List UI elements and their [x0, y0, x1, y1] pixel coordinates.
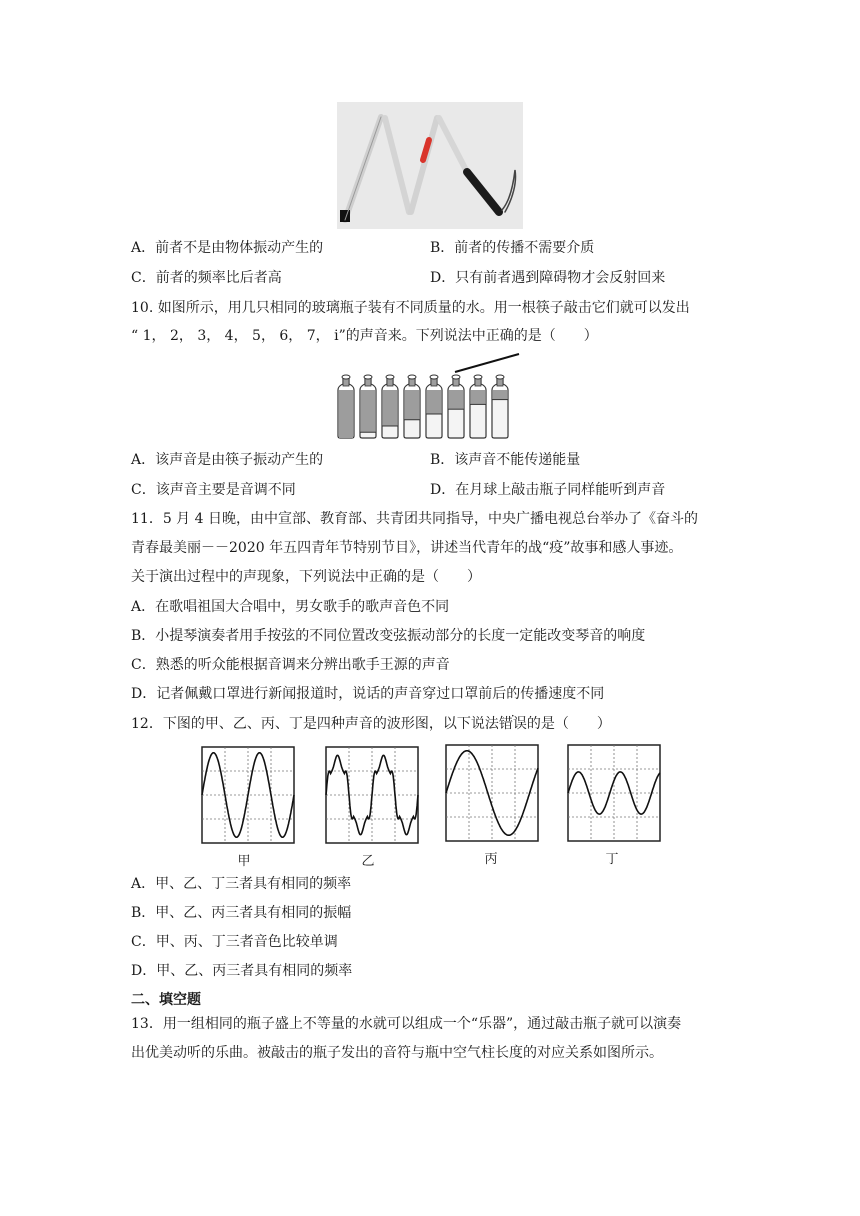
q11-option-d: D．记者佩戴口罩进行新闻报道时，说话的声音穿过口罩前后的传播速度不同: [131, 686, 605, 702]
q10-stem-line1: 10. 如图所示，用几只相同的玻璃瓶子装有不同质量的水。用一根筷子敲击它们就可以发出: [131, 300, 690, 316]
q9-option-c: C．前者的频率比后者高: [131, 270, 282, 286]
wave-label-ding: 丁: [605, 852, 619, 867]
q13-stem-line2: 出优美动听的乐曲。被敲击的瓶子发出的音符与瓶中空气柱长度的对应关系如图所示。: [131, 1045, 663, 1061]
q10-option-b: B．该声音不能传递能量: [430, 452, 581, 468]
bottle: [360, 375, 376, 438]
waveform-jia: [202, 747, 294, 843]
waveform-ding: [568, 745, 660, 841]
bottle: [470, 375, 486, 438]
wave-label-bing: 丙: [484, 852, 498, 867]
q10-option-a: A．该声音是由筷子振动产生的: [131, 452, 324, 468]
bottle: [448, 375, 464, 438]
bottles-figure: [333, 350, 523, 442]
q11-option-a: A．在歌唱祖国大合唱中，男女歌手的歌声音色不同: [131, 599, 450, 615]
q9-option-a: A．前者不是由物体振动产生的: [131, 240, 324, 256]
q12-stem: [131, 714, 611, 734]
q9-option-d: D．只有前者遇到障碍物才会反射回来: [430, 270, 666, 286]
q12-stem-emphasis: 错误: [498, 716, 527, 732]
q12-option-c: C．甲、丙、丁三者音色比较单调: [131, 934, 338, 950]
bottle: [492, 375, 508, 438]
waveform-yi: [326, 747, 418, 843]
q12-option-a: A．甲、乙、丁三者具有相同的频率: [131, 876, 352, 892]
bottle: [404, 375, 420, 438]
q12-stem-post: 的是（ ）: [526, 716, 611, 732]
bottle: [426, 375, 442, 438]
bottle: [338, 375, 354, 438]
q12-option-b: B．甲、乙、丙三者具有相同的振幅: [131, 905, 352, 921]
q12-stem-pre: 12．下图的甲、乙、丙、丁是四种声音的波形图，以下说法: [131, 716, 499, 732]
q12-option-d: D．甲、乙、丙三者具有相同的频率: [131, 963, 353, 979]
q11-stem-line3: 关于演出过程中的声现象，下列说法中正确的是（ ）: [131, 569, 481, 585]
q11-option-b: B．小提琴演奏者用手按弦的不同位置改变弦振动部分的长度一定能改变琴音的响度: [131, 628, 646, 644]
wave-label-jia: 甲: [237, 854, 251, 869]
waveform-bing: [446, 745, 538, 841]
waveforms-figure: [196, 742, 666, 870]
wave-label-yi: 乙: [361, 854, 375, 869]
q11-option-c: C．熟悉的听众能根据音调来分辨出歌手王源的声音: [131, 657, 450, 673]
q10-stem-line2: “ 1， 2， 3， 4， 5， 6， 7， i”的声音来。下列说法中正确的是（ ）: [131, 328, 598, 344]
chopstick: [455, 354, 519, 372]
bottle: [382, 375, 398, 438]
section-title: 二、填空题: [131, 992, 201, 1008]
white-cane-photo: [337, 102, 523, 229]
q13-stem-line1: 13．用一组相同的瓶子盛上不等量的水就可以组成一个“乐器”，通过敲击瓶子就可以演奏: [131, 1016, 682, 1032]
q11-stem-line1: 11．5 月 4 日晚，由中宣部、教育部、共青团共同指导，中央广播电视总台举办了《奋斗的: [131, 511, 698, 527]
q10-option-d: D．在月球上敲击瓶子同样能听到声音: [430, 482, 666, 498]
q10-option-c: C．该声音主要是音调不同: [131, 482, 296, 498]
q9-option-b: B．前者的传播不需要介质: [430, 240, 595, 256]
q11-stem-line2: 青春最美丽－－2020 年五四青年节特别节目》，讲述当代青年的战“疫”故事和感人事迹。: [131, 540, 683, 556]
